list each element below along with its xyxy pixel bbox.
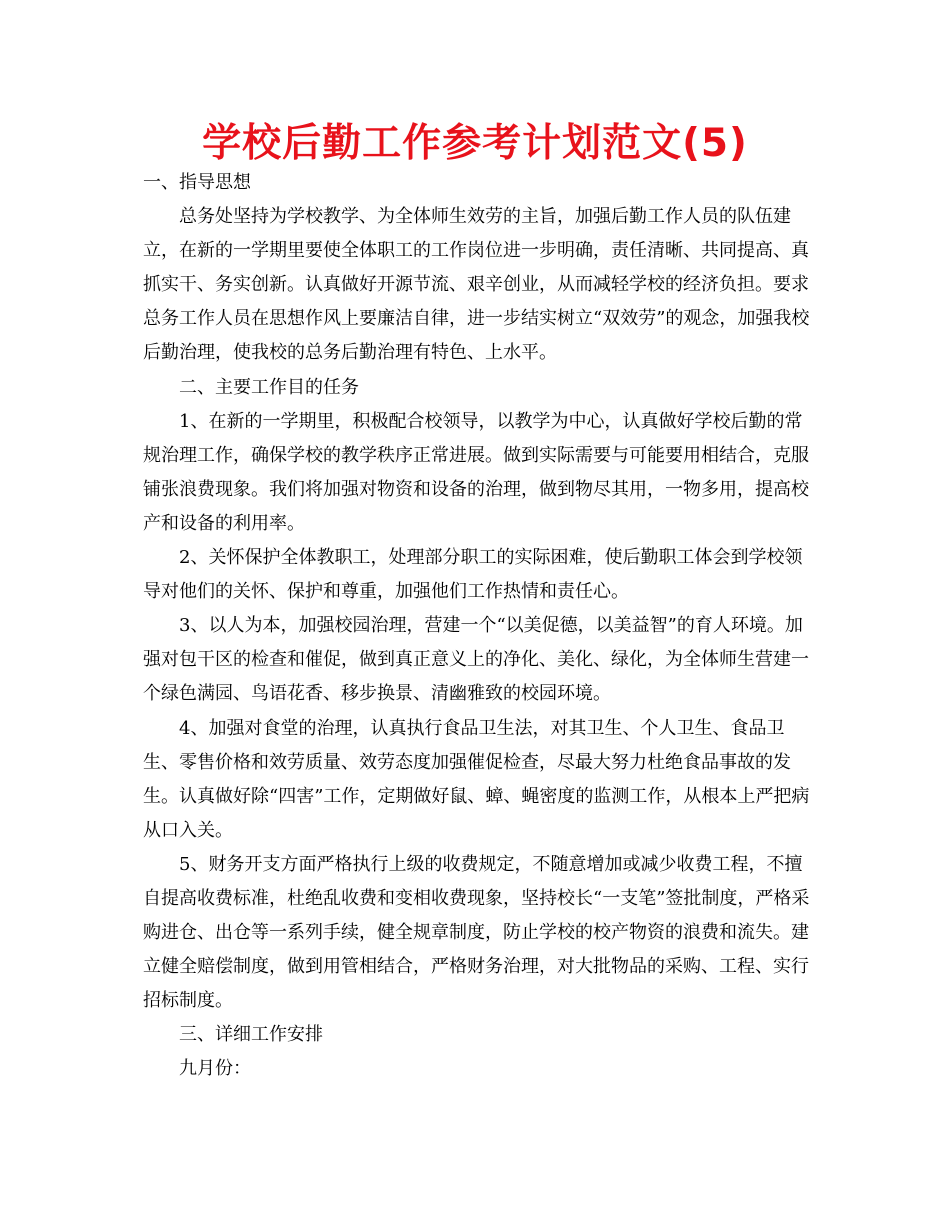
section-heading: 一、指导思想 bbox=[143, 172, 251, 193]
body-paragraph: 2、关怀保护全体教职工，处理部分职工的实际困难，使后勤职工体会到学校领导对他们的关怀、保护和尊重，加强他们工作热情和责任心。 bbox=[143, 547, 803, 603]
document-body bbox=[143, 166, 815, 1087]
section-heading: 二、主要工作目的任务 bbox=[179, 376, 359, 398]
body-paragraph: 5、财务开支方面严格执行上级的收费规定，不随意增加或减少收费工程，不擅自提高收费标准，杜绝乱收费和变相收费现象，坚持校长“一支笔”签批制度，严格采购进仓、出仓等一系列手续，健全规章制度，防止学校的校产物资的浪费和流失。建立健全赔偿制度，做到用管相结合，严格财务治理，对大批物品的采购、工程、实行招标制度。 bbox=[143, 853, 810, 1012]
section-heading: 三、详细工作安排 bbox=[179, 1024, 323, 1046]
body-paragraph: 1、在新的一学期里，积极配合校领导，以教学为中心，认真做好学校后勤的常规治理工作，确保学校的教学秩序正常进展。做到实际需要与可能要用相结合，克服铺张浪费现象。我们将加强对物资和设备的治理，做到物尽其用，一物多用，提高校产和设备的利用率。 bbox=[143, 410, 809, 534]
body-paragraph: 九月份： bbox=[179, 1058, 251, 1080]
body-paragraph: 总务处坚持为学校教学、为全体师生效劳的主旨，加强后勤工作人员的队伍建立，在新的一学期里要使全体职工的工作岗位进一步明确，责任清晰、共同提高、真抓实干、务实创新。认真做好开源节流、艰辛创业，从而减轻学校的经济负担。要求总务工作人员在思想作风上要廉洁自律，进一步结实树立“双效劳”的观念，加强我校后勤治理，使我校的总务后勤治理有特色、上水平。 bbox=[143, 206, 810, 364]
body-paragraph: 4、加强对食堂的治理，认真执行食品卫生法，对其卫生、个人卫生、食品卫生、零售价格和效劳质量、效劳态度加强催促检查，尽最大努力杜绝食品事故的发生。认真做好除“四害”工作，定期做好鼠、蟑、蝇密度的监测工作，从根本上严把病从口入关。 bbox=[143, 717, 810, 841]
body-paragraph: 3、以人为本，加强校园治理，营建一个“以美促德，以美益智”的育人环境。加强对包干区的检查和催促，做到真正意义上的净化、美化、绿化，为全体师生营建一个绿色满园、鸟语花香、移步换景、清幽雅致的校园环境。 bbox=[143, 615, 809, 705]
document-title: 学校后勤工作参考计划范文(5) bbox=[202, 121, 748, 166]
